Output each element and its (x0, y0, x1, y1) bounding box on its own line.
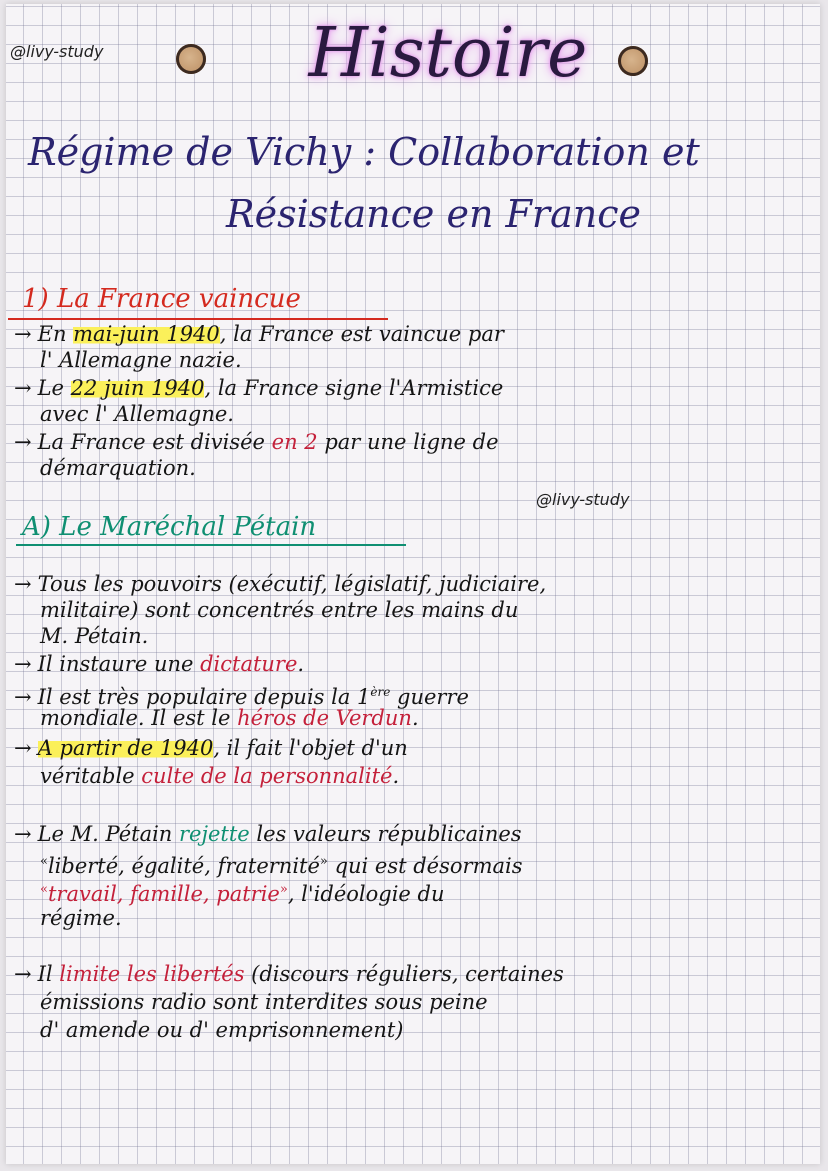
page-title: Histoire (308, 14, 588, 93)
highlight: mai-juin 1940 (73, 322, 220, 346)
sa-bullet-5-cont-3: régime. (40, 906, 122, 930)
sa-bullet-5-cont-2: «travail, famille, patrie», l'idéologie du (40, 882, 445, 906)
s1-bullet-3: → La France est divisée en 2 par une ligne de (14, 430, 499, 454)
arrow-icon: → (14, 822, 32, 846)
s1-bullet-1-cont: l' Allemagne nazie. (40, 348, 242, 372)
sa-bullet-6-cont-2: d' amende ou d' emprisonnement) (40, 1018, 404, 1042)
sa-bullet-6: → Il limite les libertés (discours réguliers, certaines (14, 962, 564, 986)
arrow-icon: → (14, 376, 32, 400)
subtitle-line-2: Résistance en France (226, 192, 641, 236)
sa-bullet-2: → Il instaure une dictature. (14, 652, 305, 676)
section-a-heading: A) Le Maréchal Pétain (22, 512, 317, 542)
arrow-icon: → (14, 685, 32, 709)
sa-bullet-1-cont-1: militaire) sont concentrés entre les mains du (40, 598, 519, 622)
notebook-page (6, 4, 820, 1164)
sa-bullet-6-cont-1: émissions radio sont interdites sous peine (40, 990, 488, 1014)
section-a-underline (16, 544, 406, 546)
sa-bullet-3-cont: mondiale. Il est le héros de Verdun. (40, 706, 419, 730)
sa-bullet-1: → Tous les pouvoirs (exécutif, législatif, judiciaire, (14, 572, 547, 596)
arrow-icon: → (14, 652, 32, 676)
author-handle-top: @livy-study (10, 42, 104, 61)
highlight: A partir de 1940 (37, 736, 214, 760)
s1-bullet-3-cont: démarquation. (40, 456, 196, 480)
arrow-icon: → (14, 962, 32, 986)
punch-hole-left (176, 44, 206, 74)
subtitle-line-1: Régime de Vichy : Collaboration et (28, 130, 700, 174)
section-1-heading: 1) La France vaincue (22, 284, 301, 314)
author-handle-mid: @livy-study (536, 490, 630, 509)
sa-bullet-3: → Il est très populaire depuis la 1ère guerre (14, 685, 469, 709)
sa-bullet-4-cont: véritable culte de la personnalité. (40, 764, 400, 788)
arrow-icon: → (14, 430, 32, 454)
s1-bullet-1: → En mai-juin 1940, la France est vaincue par (14, 322, 504, 346)
sa-bullet-4: → A partir de 1940, il fait l'objet d'un (14, 736, 408, 760)
arrow-icon: → (14, 736, 32, 760)
arrow-icon: → (14, 322, 32, 346)
s1-bullet-2: → Le 22 juin 1940, la France signe l'Armistice (14, 376, 504, 400)
sa-bullet-1-cont-2: M. Pétain. (40, 624, 149, 648)
s1-bullet-2-cont: avec l' Allemagne. (40, 402, 234, 426)
arrow-icon: → (14, 572, 32, 596)
sa-bullet-5: → Le M. Pétain rejette les valeurs républicaines (14, 822, 522, 846)
highlight: 22 juin 1940 (70, 376, 205, 400)
sa-bullet-5-cont-1: «liberté, égalité, fraternité» qui est désormais (40, 854, 523, 878)
section-1-underline (8, 318, 388, 320)
